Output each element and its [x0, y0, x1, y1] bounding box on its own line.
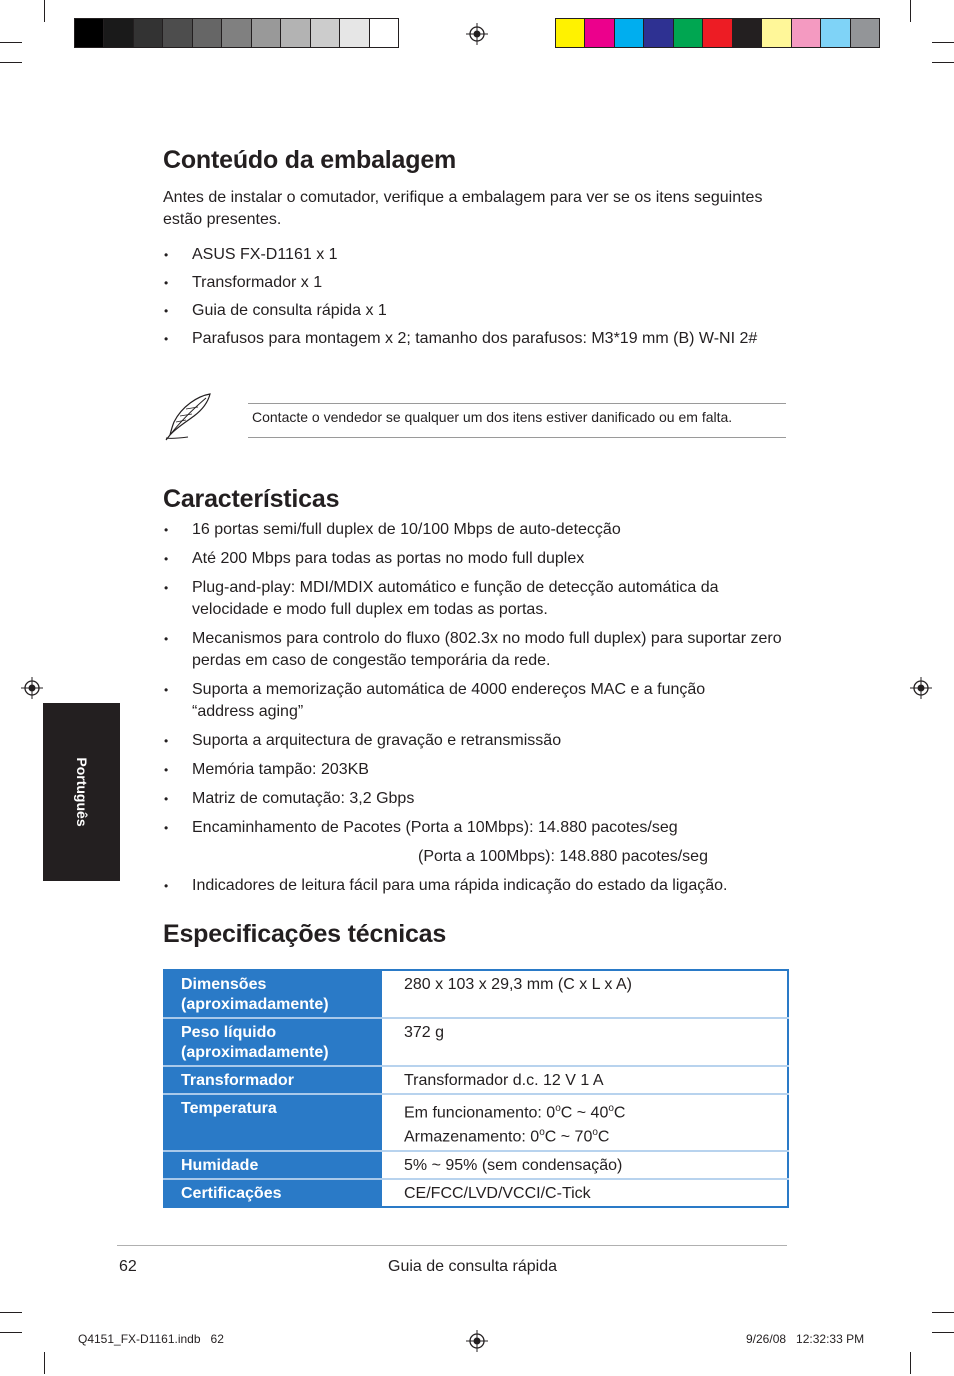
- color-swatch: [703, 19, 732, 47]
- section-title-package-contents: Conteúdo da embalagem: [163, 146, 457, 174]
- footer-rule: [117, 1245, 787, 1246]
- slug-timestamp: 9/26/08 12:32:33 PM: [746, 1332, 865, 1346]
- page-number: 62: [119, 1258, 137, 1275]
- color-swatch: [585, 19, 614, 47]
- table-row: [164, 1151, 788, 1179]
- color-swatch: [644, 19, 673, 47]
- color-swatch: [821, 19, 850, 47]
- list-item: • Transformador x 1: [164, 274, 323, 291]
- spec-key: Temperatura: [164, 1094, 382, 1151]
- color-swatch: [733, 19, 762, 47]
- slug-filename: Q4151_FX-D1161.indb 62: [78, 1332, 224, 1346]
- crop-mark: [932, 1312, 954, 1313]
- spec-key: Dimensões (aproximadamente): [164, 970, 382, 1018]
- grayscale-color-bar: [74, 18, 399, 48]
- spec-value: 372 g: [382, 1018, 788, 1066]
- section-title-specifications: Especificações técnicas: [163, 920, 447, 948]
- grayscale-swatch: [134, 19, 163, 47]
- spec-value: CE/FCC/LVD/VCCI/C-Tick: [404, 1184, 591, 1202]
- temperature-operating: Em funcionamento: 0$^o$C ~ 40$^o$C: [404, 1103, 626, 1122]
- table-row: [164, 1018, 788, 1066]
- crop-mark: [44, 1352, 45, 1374]
- table-row: [164, 1179, 788, 1207]
- spec-key: Transformador: [164, 1066, 382, 1094]
- list-item: • Mecanismos para controlo do fluxo (802.3x no modo full duplex) para suportar zero perdas em caso de congestão temporária da rede.: [164, 630, 782, 669]
- color-swatch: [556, 19, 585, 47]
- spec-value: Transformador d.c. 12 V 1 A: [382, 1066, 788, 1094]
- process-color-bar: [555, 18, 880, 48]
- crop-mark: [0, 1312, 22, 1313]
- grayscale-swatch: [340, 19, 369, 47]
- crop-mark: [910, 1352, 911, 1374]
- spec-key: Certificações: [164, 1179, 382, 1207]
- feather-note-icon: [160, 392, 214, 442]
- package-intro-text: Antes de instalar o comutador, verifique a embalagem para ver se os itens seguintes estão presentes.: [163, 189, 763, 228]
- color-swatch: [674, 19, 703, 47]
- crop-mark: [0, 1332, 22, 1333]
- table-row: [164, 970, 788, 1018]
- list-item: • Até 200 Mbps para todas as portas no modo full duplex: [164, 550, 585, 567]
- list-item: • Plug-and-play: MDI/MDIX automático e função de detecção automática da velocidade e modo full duplex em todas as portas.: [164, 579, 719, 618]
- list-item: • ASUS FX-D1161 x 1: [164, 246, 338, 263]
- grayscale-swatch: [370, 19, 398, 47]
- list-item: • Parafusos para montagem x 2; tamanho dos parafusos: M3*19 mm (B) W-NI 2#: [164, 330, 758, 347]
- grayscale-swatch: [311, 19, 340, 47]
- grayscale-swatch: [75, 19, 104, 47]
- crop-mark: [932, 42, 954, 43]
- language-side-tab: [43, 703, 120, 881]
- spec-key: Peso líquido (aproximadamente): [164, 1018, 382, 1066]
- registration-mark-icon: [910, 677, 932, 699]
- spec-key: Humidade: [164, 1151, 382, 1179]
- temperature-storage: Armazenamento: 0$^o$C ~ 70$^o$C: [404, 1127, 610, 1146]
- list-item-continuation: (Porta a 100Mbps): 148.880 pacotes/seg: [418, 848, 708, 865]
- list-item: • Memória tampão: 203KB: [164, 761, 369, 778]
- color-swatch: [615, 19, 644, 47]
- crop-mark: [932, 62, 954, 63]
- grayscale-swatch: [104, 19, 133, 47]
- spec-value: [382, 1094, 788, 1151]
- color-swatch: [792, 19, 821, 47]
- color-swatch: [762, 19, 791, 47]
- package-contents-list: [163, 244, 786, 350]
- table-row: [164, 1094, 788, 1151]
- grayscale-swatch: [281, 19, 310, 47]
- crop-mark: [932, 1332, 954, 1333]
- table-row: [164, 1066, 788, 1094]
- grayscale-swatch: [222, 19, 251, 47]
- registration-mark-icon: [21, 677, 43, 699]
- crop-mark: [0, 42, 22, 43]
- color-swatch: [851, 19, 879, 47]
- list-item: • Suporta a arquitectura de gravação e retransmissão: [164, 732, 562, 749]
- list-item: • Matriz de comutação: 3,2 Gbps: [164, 790, 415, 807]
- language-label: Português: [73, 757, 90, 827]
- footer-title: Guia de consulta rápida: [388, 1258, 557, 1275]
- spec-value: 5% ~ 95% (sem condensação): [382, 1151, 788, 1179]
- grayscale-swatch: [252, 19, 281, 47]
- crop-mark: [44, 0, 45, 22]
- list-item: • Indicadores de leitura fácil para uma rápida indicação do estado da ligação.: [164, 877, 728, 894]
- registration-mark-icon: [466, 1330, 488, 1352]
- crop-mark: [0, 62, 22, 63]
- note-bottom-rule: [248, 437, 786, 438]
- list-item: • Guia de consulta rápida x 1: [164, 302, 387, 319]
- grayscale-swatch: [193, 19, 222, 47]
- registration-mark-icon: [466, 23, 488, 45]
- spec-value: 280 x 103 x 29,3 mm (C x L x A): [382, 970, 788, 1018]
- crop-mark: [910, 0, 911, 22]
- note-text: Contacte o vendedor se qualquer um dos itens estiver danificado ou em falta.: [252, 409, 733, 425]
- grayscale-swatch: [163, 19, 192, 47]
- specifications-table: [163, 969, 789, 1208]
- note-top-rule: [248, 403, 786, 404]
- list-item: • Suporta a memorização automática de 4000 endereços MAC e a função “address aging”: [164, 681, 706, 720]
- list-item: • Encaminhamento de Pacotes (Porta a 10Mbps): 14.880 pacotes/seg: [164, 819, 678, 836]
- features-list: [163, 519, 786, 897]
- section-title-features: Características: [163, 485, 340, 513]
- list-item: • 16 portas semi/full duplex de 10/100 Mbps de auto-detecção: [164, 521, 621, 538]
